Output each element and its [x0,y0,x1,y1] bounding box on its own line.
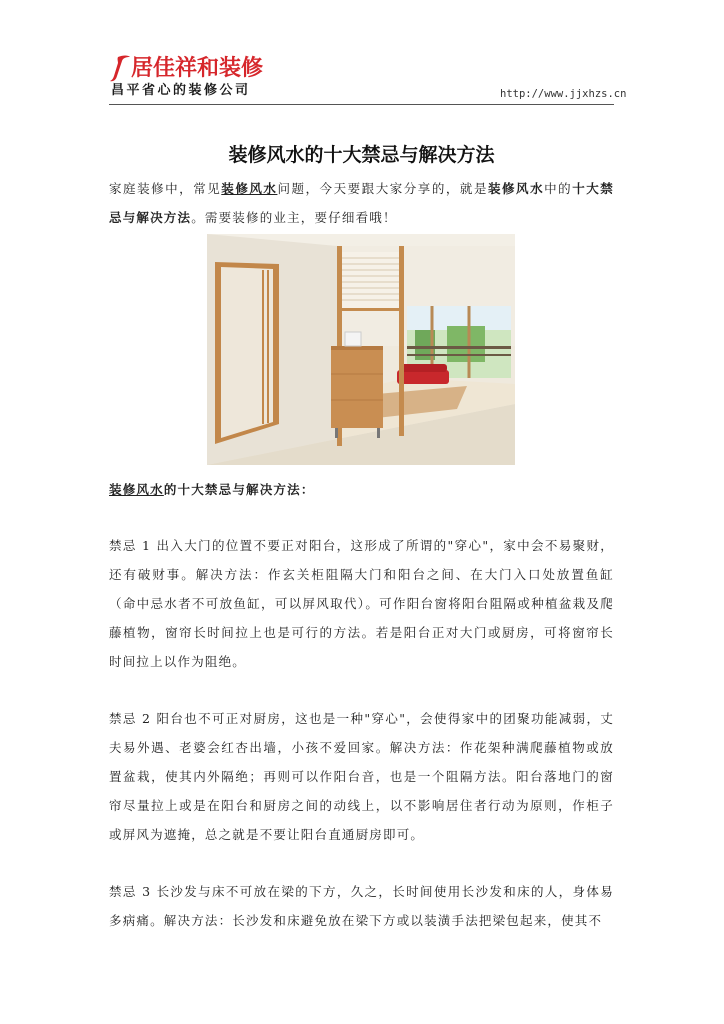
taboo-paragraph-3: 禁忌 3 长沙发与床不可放在梁的下方，久之，长时间使用长沙发和床的人，身体易多病痛。解决方法：长沙发和床避免放在梁下方或以装潢手法把梁包起来，使其不 [109,884,614,928]
logo-j-icon [109,54,131,84]
keyword-link[interactable]: 装修风水 [221,181,278,196]
subheading-text: 的十大禁忌与解决方法： [163,482,315,497]
keyword-link[interactable]: 装修风水 [109,482,164,497]
taboo-paragraph-2: 禁忌 2 阳台也不可正对厨房，这也是一种"穿心"，会使得家中的团聚功能减弱，丈夫易外遇、老婆会红杏出墙，小孩不爱回家。解决方法：作花架种满爬藤植物或放置盆栽，使其内外隔绝；再则可以作阳台音，也是一个阻隔方法。阳台落地门的窗帘尽量拉上或是在阳台和厨房之间的动线上，以不影响居住者行动为原则，作柜子或屏风为遮掩，总之就是不要让阳台直通厨房即可。 [109,711,614,842]
header-divider [109,104,614,105]
article-title: 装修风水的十大禁忌与解决方法 [228,144,495,166]
logo-subtitle: 昌平省心的装修公司 [111,83,251,98]
keyword: 装修风水 [487,181,545,196]
intro-text: 问题，今天要跟大家分享的，就是 [277,181,488,196]
intro-paragraph [109,174,614,232]
section-subheading [109,480,315,498]
website-url[interactable]: http://www.jjxhzs.cn [500,88,627,100]
taboo-paragraph-1: 禁忌 1 出入大门的位置不要正对阳台，这形成了所谓的"穿心"，家中会不易聚财，还有破财事。解决方法：作玄关柜阻隔大门和阳台之间、在大门入口处放置鱼缸（命中忌水者不可放鱼缸，可以屏风取代）。可作阳台窗将阳台阻隔或种植盆栽及爬藤植物，窗帘长时间拉上也是可行的方法。若是阳台正对大门或厨房，可将窗帘长时间拉上以作为阻绝。 [109,538,614,669]
intro-text: 家庭装修中，常见 [109,181,222,196]
intro-text: 中的 [544,181,573,196]
intro-text: 。需要装修的业主，要仔细看哦！ [191,210,397,225]
keyword: 十大禁忌与解决方法 [109,181,614,225]
logo-title: 居佳祥和装修 [131,56,264,81]
company-logo [109,54,269,102]
room-photo [207,234,515,465]
